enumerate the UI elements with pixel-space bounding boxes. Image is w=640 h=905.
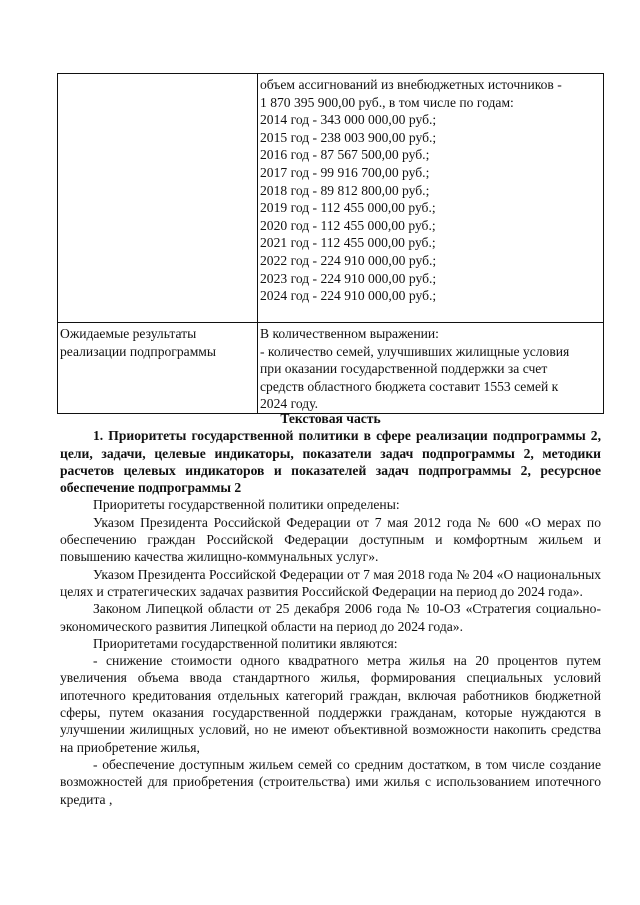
- funding-line: 2021 год - 112 455 000,00 руб.;: [260, 235, 436, 251]
- result-line: средств областного бюджета составит 1553 семей к: [260, 378, 559, 394]
- table-cell-empty: [58, 74, 258, 323]
- funding-line: 1 870 395 900,00 руб., в том числе по годам:: [260, 94, 514, 110]
- section-heading: 1. Приоритеты государственной политики в сфере реализации подпрограммы 2, цели, задачи, целевые индикаторы, показатели задач подпрограммы 2, методики расчетов целевых индикаторов и показателей задач подпрограммы 2, ресурсное обеспечение подпрограммы 2: [60, 428, 601, 496]
- label-line: реализации подпрограммы: [60, 343, 217, 359]
- table-row: [58, 323, 604, 414]
- funding-line: 2018 год - 89 812 800,00 руб.;: [260, 182, 430, 198]
- funding-line: 2022 год - 224 910 000,00 руб.;: [260, 252, 437, 268]
- funding-line: 2024 год - 224 910 000,00 руб.;: [260, 288, 437, 304]
- result-line: 2024 году.: [260, 396, 318, 412]
- paragraph: Приоритеты государственной политики определены:: [93, 497, 400, 513]
- expected-results-label-cell: [58, 323, 258, 414]
- result-line: - количество семей, улучшивших жилищные условия: [260, 343, 570, 359]
- result-line: В количественном выражении:: [260, 326, 439, 341]
- funding-line: 2019 год - 112 455 000,00 руб.;: [260, 200, 436, 216]
- label-line: Ожидаемые результаты: [60, 326, 197, 341]
- funding-line: объем ассигнований из внебюджетных источников -: [260, 77, 562, 92]
- passport-table: [57, 73, 604, 414]
- paragraph: Приоритетами государственной политики являются:: [93, 635, 398, 651]
- list-item: - обеспечение доступным жильем семей со средним достатком, в том числе создание возможностей для приобретения (строительства) ими жилья с использованием ипотечного кредита ,: [60, 756, 601, 807]
- paragraph: Законом Липецкой области от 25 декабря 2006 года № 10-ОЗ «Стратегия социально-экономического развития Липецкой области на период до 2024 года».: [60, 601, 601, 634]
- funding-line: 2014 год - 343 000 000,00 руб.;: [260, 112, 437, 128]
- expected-results-cell: [258, 323, 604, 414]
- list-item: - снижение стоимости одного квадратного метра жилья на 20 процентов путем увеличения объема ввода стандартного жилья, формирования специальных условий ипотечного кредитования отдельных категорий граждан, включая работников бюджетной сферы, путем оказания государственной поддержки гражданам, которые нуждаются в улучшении жилищных условий, но не имеют объективной возможности накопить средства на приобретение жилья,: [60, 653, 601, 755]
- text-body: [60, 410, 601, 808]
- section-title: Текстовая часть: [280, 411, 381, 426]
- paragraph: Указом Президента Российской Федерации от 7 мая 2012 года № 600 «О мерах по обеспечению граждан Российской Федерации доступным и комфортным жильем и повышению качества жилищно-коммунальных услуг».: [60, 514, 601, 565]
- funding-line: 2017 год - 99 916 700,00 руб.;: [260, 164, 430, 180]
- funding-by-year-cell: [258, 74, 604, 323]
- table-row: [58, 74, 604, 323]
- funding-line: 2020 год - 112 455 000,00 руб.;: [260, 217, 436, 233]
- funding-line: 2023 год - 224 910 000,00 руб.;: [260, 270, 437, 286]
- result-line: при оказании государственной поддержки за счет: [260, 361, 548, 377]
- funding-line: 2015 год - 238 003 900,00 руб.;: [260, 129, 437, 145]
- funding-line: 2016 год - 87 567 500,00 руб.;: [260, 147, 430, 163]
- paragraph: Указом Президента Российской Федерации от 7 мая 2018 года № 204 «О национальных целях и стратегических задачах развития Российской Федерации на период до 2024 года».: [60, 566, 601, 599]
